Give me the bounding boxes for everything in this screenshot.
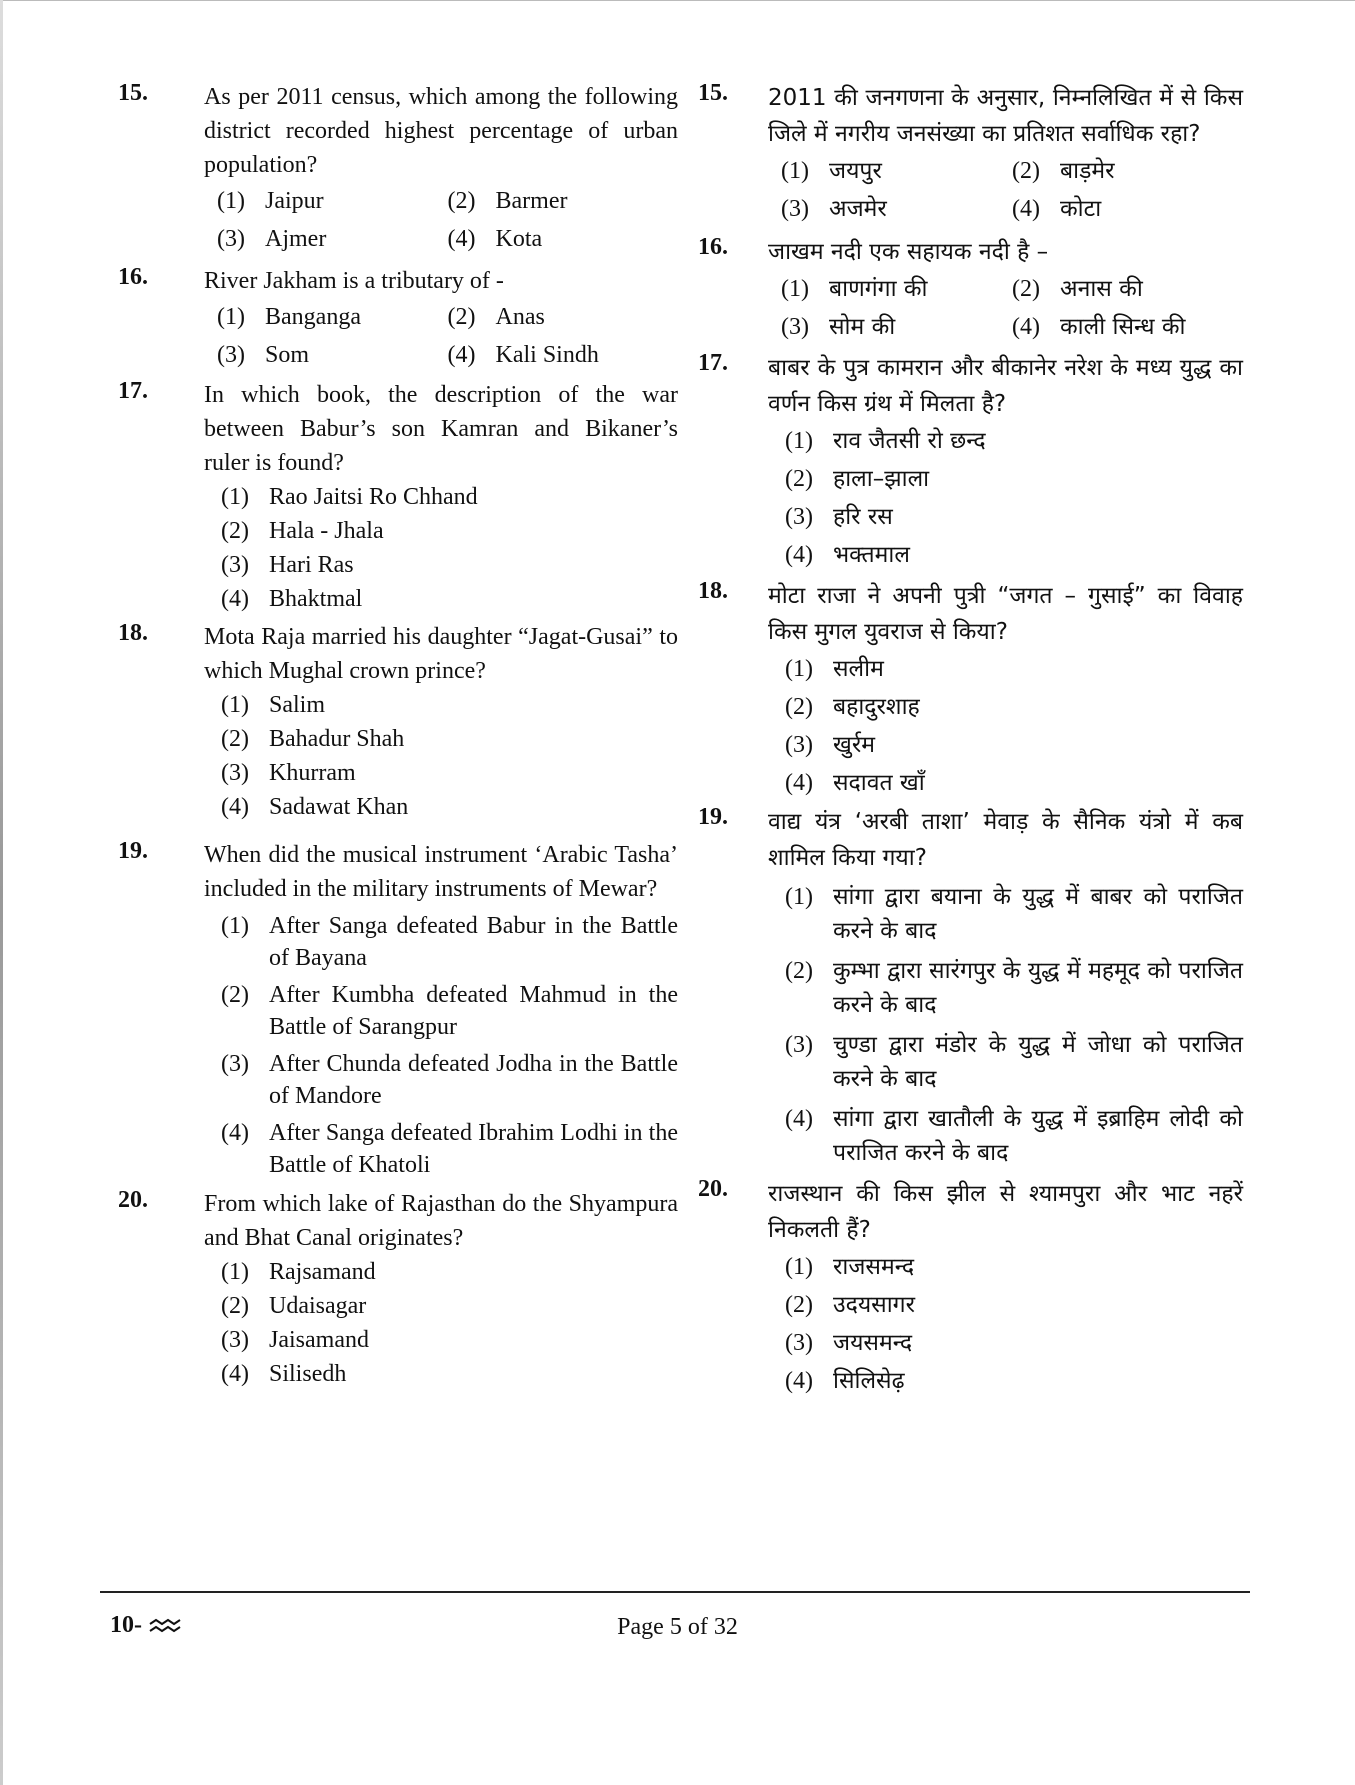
option-3 xyxy=(221,756,678,790)
option-3 xyxy=(785,498,1243,536)
page-number: Page 5 of 32 xyxy=(617,1614,738,1640)
option-2 xyxy=(448,182,679,220)
question-hindi-16 xyxy=(698,234,1243,346)
option-4 xyxy=(221,582,678,616)
option-number: (2) xyxy=(221,1293,249,1319)
paper-code-text: 10- xyxy=(110,1612,142,1638)
option-number: (2) xyxy=(785,958,813,984)
option-number: (3) xyxy=(785,504,813,530)
options xyxy=(768,1248,1243,1400)
option-2 xyxy=(785,1286,1243,1324)
question-number: 19. xyxy=(118,838,148,864)
option-4 xyxy=(448,220,679,258)
option-2 xyxy=(221,979,678,1043)
question-number: 15. xyxy=(118,80,148,106)
option-number: (4) xyxy=(785,770,813,796)
option-3 xyxy=(785,726,1243,764)
option-text: Sadawat Khan xyxy=(269,794,409,820)
scan-left-edge xyxy=(0,0,3,1785)
option-2 xyxy=(785,954,1243,1022)
option-text: राजसमन्द xyxy=(833,1254,915,1280)
option-number: (3) xyxy=(221,1327,249,1353)
option-text: Salim xyxy=(269,692,326,718)
option-text: भक्तमाल xyxy=(833,542,910,568)
option-text: अजमेर xyxy=(829,196,887,222)
option-text: After Chunda defeated Jodha in the Battle of Mandore xyxy=(269,1051,678,1109)
option-text: Jaisamand xyxy=(269,1327,369,1353)
question-text: जाखम नदी एक सहायक नदी है – xyxy=(768,239,1049,265)
hindi-column xyxy=(698,80,1243,1400)
option-3 xyxy=(221,548,678,582)
option-text: चुण्डा द्वारा मंडोर के युद्ध में जोधा को पराजित करने के बाद xyxy=(833,1032,1243,1092)
option-1 xyxy=(221,1255,678,1289)
question-hindi-15 xyxy=(698,80,1243,228)
option-text: Anas xyxy=(495,304,545,330)
question-text: मोटा राजा ने अपनी पुत्री “जगत – गुसाई” का विवाह किस मुगल युवराज से किया? xyxy=(768,583,1243,645)
option-3 xyxy=(217,220,448,258)
option-1 xyxy=(785,1248,1243,1286)
options xyxy=(768,422,1243,574)
option-number: (4) xyxy=(221,1361,249,1387)
option-1 xyxy=(781,270,1012,308)
option-number: (4) xyxy=(221,586,249,612)
option-4 xyxy=(221,790,678,824)
question-number: 19. xyxy=(698,804,728,830)
option-text: Barmer xyxy=(495,188,568,214)
question-text: As per 2011 census, which among the following district recorded highest percentage of urban population? xyxy=(204,84,678,178)
option-text: बाणगंगा की xyxy=(829,276,928,302)
option-number: (3) xyxy=(221,552,249,578)
option-number: (4) xyxy=(785,1106,813,1132)
option-text: After Sanga defeated Babur in the Battle of Bayana xyxy=(269,913,678,971)
option-number: (4) xyxy=(221,1120,249,1146)
option-number: (3) xyxy=(781,196,809,222)
option-number: (3) xyxy=(217,342,245,368)
question-english-19 xyxy=(118,838,678,1181)
option-text: Rao Jaitsi Ro Chhand xyxy=(269,484,478,510)
option-3 xyxy=(781,190,1012,228)
option-text: सिलिसेढ़ xyxy=(833,1368,905,1394)
option-number: (1) xyxy=(785,1254,813,1280)
option-number: (1) xyxy=(217,188,245,214)
option-text: After Kumbha defeated Mahmud in the Battle of Sarangpur xyxy=(269,982,678,1040)
question-english-20 xyxy=(118,1187,678,1391)
question-number: 17. xyxy=(698,350,728,376)
option-3 xyxy=(217,336,448,374)
option-text: Rajsamand xyxy=(269,1259,376,1285)
option-4 xyxy=(1012,308,1243,346)
option-text: जयपुर xyxy=(829,158,882,184)
option-2 xyxy=(785,460,1243,498)
option-text: Jaipur xyxy=(265,188,324,214)
question-number: 17. xyxy=(118,378,148,404)
option-1 xyxy=(221,480,678,514)
question-text: Mota Raja married his daughter “Jagat-Gusai” to which Mughal crown prince? xyxy=(204,624,678,684)
option-text: Silisedh xyxy=(269,1361,347,1387)
option-number: (1) xyxy=(785,428,813,454)
option-4 xyxy=(785,1102,1243,1170)
option-2 xyxy=(221,1289,678,1323)
option-number: (3) xyxy=(217,226,245,252)
option-2 xyxy=(448,298,679,336)
question-number: 18. xyxy=(698,578,728,604)
option-number: (2) xyxy=(447,188,476,214)
option-number: (1) xyxy=(217,304,245,330)
option-3 xyxy=(221,1048,678,1112)
option-number: (2) xyxy=(221,726,249,752)
option-number: (1) xyxy=(221,484,249,510)
question-number: 16. xyxy=(698,234,728,260)
option-4 xyxy=(785,536,1243,574)
option-number: (3) xyxy=(785,1032,813,1058)
option-number: (4) xyxy=(1012,314,1040,340)
option-number: (2) xyxy=(785,694,813,720)
question-hindi-20 xyxy=(698,1176,1243,1400)
option-4 xyxy=(785,764,1243,802)
option-text: Hari Ras xyxy=(269,552,354,578)
top-border xyxy=(0,0,1355,5)
question-text: From which lake of Rajasthan do the Shyampura and Bhat Canal originates? xyxy=(204,1191,678,1251)
option-number: (4) xyxy=(447,342,476,368)
option-text: Kota xyxy=(495,226,543,252)
option-4 xyxy=(221,1357,678,1391)
option-text: राव जैतसी रो छन्द xyxy=(833,428,986,454)
option-text: हरि रस xyxy=(833,504,893,530)
options xyxy=(204,480,678,616)
options xyxy=(768,270,1243,346)
options xyxy=(204,298,678,374)
question-hindi-19 xyxy=(698,804,1243,1170)
option-text: उदयसागर xyxy=(833,1292,916,1318)
option-number: (2) xyxy=(785,1292,813,1318)
option-number: (2) xyxy=(1012,276,1040,302)
options xyxy=(768,650,1243,802)
option-number: (4) xyxy=(1012,196,1040,222)
option-number: (2) xyxy=(785,466,813,492)
question-text: 2011 की जनगणना के अनुसार, निम्नलिखित में से किस जिले में नगरीय जनसंख्या का प्रतिशत सर्वाधिक रहा? xyxy=(768,85,1243,147)
option-text: बाड़मेर xyxy=(1060,158,1115,184)
question-english-18 xyxy=(118,620,678,824)
question-text: In which book, the description of the war between Babur’s son Kamran and Bikaner’s ruler is found? xyxy=(204,382,678,476)
option-text: Ajmer xyxy=(265,226,327,252)
option-number: (1) xyxy=(785,656,813,682)
question-text: River Jakham is a tributary of - xyxy=(204,268,504,294)
option-number: (2) xyxy=(1012,158,1040,184)
option-text: हाला–झाला xyxy=(833,466,930,492)
option-number: (3) xyxy=(221,760,249,786)
option-3 xyxy=(785,1028,1243,1096)
option-number: (2) xyxy=(221,518,249,544)
options xyxy=(204,1255,678,1391)
question-text: बाबर के पुत्र कामरान और बीकानेर नरेश के मध्य युद्ध का वर्णन किस ग्रंथ में मिलता है? xyxy=(768,355,1243,417)
question-english-16 xyxy=(118,264,678,374)
option-1 xyxy=(781,152,1012,190)
option-text: Udaisagar xyxy=(269,1293,367,1319)
option-text: Bahadur Shah xyxy=(269,726,405,752)
option-4 xyxy=(448,336,679,374)
option-number: (1) xyxy=(785,884,813,910)
option-2 xyxy=(785,688,1243,726)
option-number: (1) xyxy=(221,692,249,718)
option-3 xyxy=(781,308,1012,346)
option-1 xyxy=(217,182,448,220)
option-2 xyxy=(1012,152,1243,190)
question-text: राजस्थान की किस झील से श्यामपुरा और भाट नहरें निकलती हैं? xyxy=(768,1181,1243,1243)
option-1 xyxy=(221,910,678,974)
option-text: खुर्रम xyxy=(833,732,875,758)
option-3 xyxy=(221,1323,678,1357)
option-1 xyxy=(785,422,1243,460)
option-text: काली सिन्ध की xyxy=(1060,314,1186,340)
option-3 xyxy=(785,1324,1243,1362)
option-text: Bhaktmal xyxy=(269,586,363,612)
option-number: (3) xyxy=(221,1051,249,1077)
option-text: After Sanga defeated Ibrahim Lodhi in the Battle of Khatoli xyxy=(269,1120,678,1178)
option-1 xyxy=(217,298,448,336)
option-text: बहादुरशाह xyxy=(833,694,920,720)
option-number: (3) xyxy=(785,732,813,758)
option-text: Khurram xyxy=(269,760,356,786)
option-number: (3) xyxy=(785,1330,813,1356)
question-hindi-17 xyxy=(698,350,1243,574)
option-number: (2) xyxy=(447,304,476,330)
question-hindi-18 xyxy=(698,578,1243,802)
option-text: सलीम xyxy=(833,656,884,682)
question-number: 15. xyxy=(698,80,728,106)
option-number: (2) xyxy=(221,982,249,1008)
option-2 xyxy=(1012,270,1243,308)
english-column xyxy=(118,80,678,1391)
option-number: (3) xyxy=(781,314,809,340)
question-number: 20. xyxy=(118,1187,148,1213)
option-4 xyxy=(221,1117,678,1181)
option-text: Som xyxy=(265,342,310,368)
option-number: (4) xyxy=(447,226,476,252)
option-1 xyxy=(221,688,678,722)
option-1 xyxy=(785,880,1243,948)
option-text: सांगा द्वारा खातौली के युद्ध में इब्राहिम लोदी को पराजित करने के बाद xyxy=(833,1106,1243,1166)
option-text: Kali Sindh xyxy=(495,342,599,368)
option-text: Hala - Jhala xyxy=(269,518,384,544)
option-4 xyxy=(785,1362,1243,1400)
option-number: (4) xyxy=(785,1368,813,1394)
options xyxy=(204,182,678,258)
option-1 xyxy=(785,650,1243,688)
option-text: सदावत खाँ xyxy=(833,770,925,796)
option-text: जयसमन्द xyxy=(833,1330,913,1356)
options xyxy=(768,152,1243,228)
question-english-17 xyxy=(118,378,678,616)
option-text: Banganga xyxy=(265,304,361,330)
options xyxy=(204,688,678,824)
option-2 xyxy=(221,722,678,756)
question-number: 16. xyxy=(118,264,148,290)
footer-rule xyxy=(100,1591,1250,1593)
options xyxy=(204,910,678,1181)
question-text: वाद्य यंत्र ‘अरबी ताशा’ मेवाड़ के सैनिक यंत्रो में कब शामिल किया गया? xyxy=(768,809,1243,871)
option-number: (4) xyxy=(221,794,249,820)
option-2 xyxy=(221,514,678,548)
option-text: सांगा द्वारा बयाना के युद्ध में बाबर को पराजित करने के बाद xyxy=(833,884,1243,944)
option-4 xyxy=(1012,190,1243,228)
options xyxy=(768,880,1243,1170)
option-text: कुम्भा द्वारा सारंगपुर के युद्ध में महमूद को पराजित करने के बाद xyxy=(833,958,1243,1018)
option-text: अनास की xyxy=(1060,276,1143,302)
option-text: सोम की xyxy=(829,314,896,340)
question-text: When did the musical instrument ‘Arabic Tasha’ included in the military instruments of Mewar? xyxy=(204,842,678,902)
option-text: कोटा xyxy=(1060,196,1102,222)
option-number: (1) xyxy=(221,1259,249,1285)
option-number: (1) xyxy=(781,158,809,184)
option-number: (1) xyxy=(221,913,249,939)
option-number: (1) xyxy=(781,276,809,302)
question-number: 18. xyxy=(118,620,148,646)
question-english-15 xyxy=(118,80,678,258)
option-number: (4) xyxy=(785,542,813,568)
question-number: 20. xyxy=(698,1176,728,1202)
